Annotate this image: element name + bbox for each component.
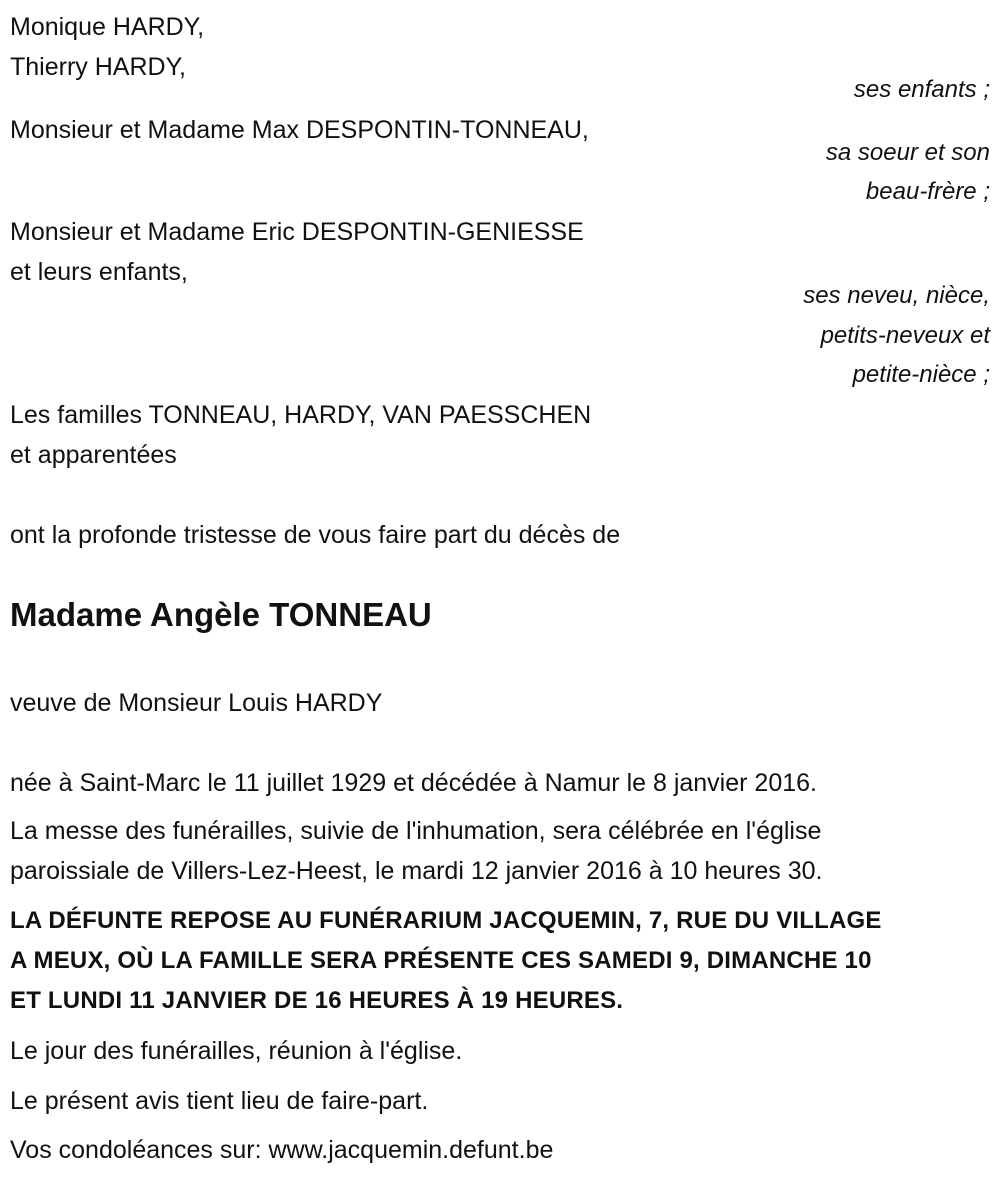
announcement: ont la profonde tristesse de vous faire part du décès de bbox=[10, 521, 621, 549]
funeral-1: La messe des funérailles, suivie de l'inhumation, sera célébrée en l'église bbox=[10, 817, 822, 845]
birth-death: née à Saint-Marc le 11 juillet 1929 et décédée à Namur le 8 janvier 2016. bbox=[10, 769, 817, 797]
sister: Monsieur et Madame Max DESPONTIN-TONNEAU, bbox=[10, 116, 589, 144]
children-relation: ses enfants ; bbox=[853, 76, 990, 103]
visitation-2: A MEUX, OÙ LA FAMILLE SERA PRÉSENTE CES SAMEDI 9, DIMANCHE 10 bbox=[10, 947, 872, 974]
nephew-relation-1: ses neveu, nièce, bbox=[803, 282, 990, 309]
visitation-1: LA DÉFUNTE REPOSE AU FUNÉRARIUM JACQUEMIN, 7, RUE DU VILLAGE bbox=[10, 907, 882, 934]
condolences: Vos condoléances sur: www.jacquemin.defunt.be bbox=[10, 1136, 554, 1164]
nephew-1: Monsieur et Madame Eric DESPONTIN-GENIESSE bbox=[10, 218, 584, 246]
nephew-2: et leurs enfants, bbox=[10, 258, 188, 286]
children-2: Thierry HARDY, bbox=[10, 53, 186, 81]
nephew-relation-2: petits-neveux et bbox=[820, 322, 990, 349]
nephew-relation-3: petite-nièce ; bbox=[852, 361, 990, 388]
visitation-3: ET LUNDI 11 JANVIER DE 16 HEURES À 19 HEURES. bbox=[10, 987, 624, 1014]
families-1: Les familles TONNEAU, HARDY, VAN PAESSCHEN bbox=[10, 401, 592, 429]
families-2: et apparentées bbox=[10, 441, 177, 469]
meeting: Le jour des funérailles, réunion à l'église. bbox=[10, 1037, 463, 1065]
funeral-2: paroissiale de Villers-Lez-Heest, le mardi 12 janvier 2016 à 10 heures 30. bbox=[10, 857, 823, 885]
children-1: Monique HARDY, bbox=[10, 13, 205, 41]
widow-of: veuve de Monsieur Louis HARDY bbox=[10, 689, 383, 717]
sister-relation-2: beau-frère ; bbox=[865, 178, 990, 205]
notice: Le présent avis tient lieu de faire-part. bbox=[10, 1087, 429, 1115]
sister-relation-1: sa soeur et son bbox=[825, 139, 990, 166]
deceased-name: Madame Angèle TONNEAU bbox=[10, 596, 432, 633]
